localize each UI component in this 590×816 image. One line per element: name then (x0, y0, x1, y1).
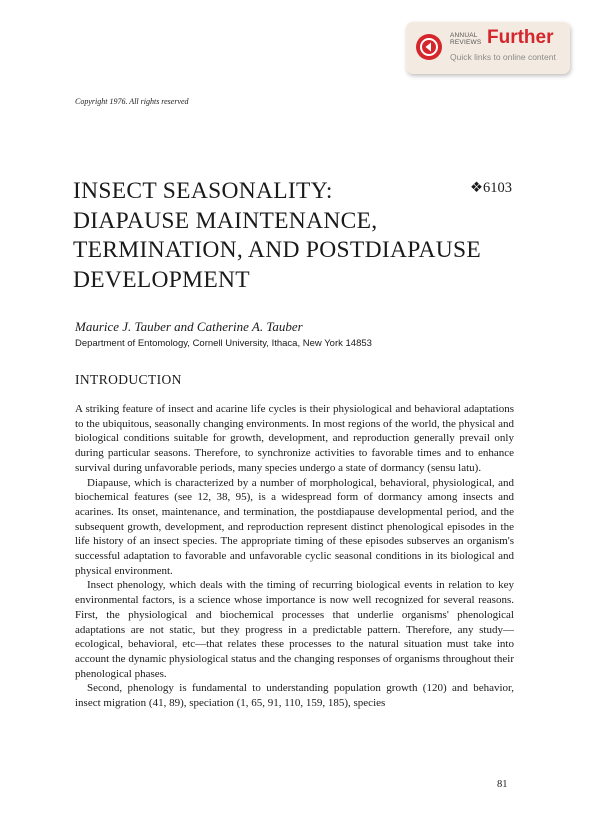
author-names: Maurice J. Tauber and Catherine A. Tauber (75, 319, 303, 334)
play-circle-icon (416, 34, 442, 60)
article-code: ❖6103 (470, 180, 512, 196)
page-number: 81 (497, 779, 508, 790)
paragraph: Second, phenology is fundamental to understanding population growth (120) and behavior, insect migration (41, 89), speciation (1, 65, 91, 110, 159, 185), species (75, 682, 514, 710)
copyright-notice: Copyright 1976. All rights reserved (75, 97, 189, 106)
article-body (75, 402, 514, 711)
title-line: DEVELOPMENT (73, 266, 250, 293)
article-title (73, 177, 513, 295)
title-line: INSECT SEASONALITY: (73, 178, 333, 204)
author-affiliation: Department of Entomology, Cornell University, Ithaca, New York 14853 (75, 338, 372, 349)
annual-reviews-label: ANNUAL REVIEWS (450, 32, 482, 46)
title-line: TERMINATION, AND POSTDIAPAUSE (73, 237, 482, 263)
further-reading-banner[interactable] (406, 22, 570, 74)
paragraph: Insect phenology, which deals with the timing of recurring biological events in relation to key environmental factors, is a science whose importance is now well recognized for several reasons. First, the physiological and biochemical processes that underlie organisms' phenological adaptations are not static, but they progress in a predictable pattern. Therefore, any study—ecological, behavioral, etc—that relates these processes to the natural situation must take into account the dynamic physiological status and the changing responses of organisms throughout their phenological phases. (75, 579, 514, 680)
further-label: Further (487, 27, 554, 48)
banner-subtitle: Quick links to online content (450, 52, 556, 62)
title-line: DIAPAUSE MAINTENANCE, (73, 207, 378, 234)
section-heading: INTRODUCTION (75, 372, 182, 387)
paragraph: A striking feature of insect and acarine life cycles is their physiological and behavioral adaptations to the ubiquitous, seasonally changing environments. In most regions of the world, the physical and biological conditions suitable for growth, development, and reproduction generally prevail only during particular seasons. Therefore, to synchronize activities to favorable times and to enhance survival during unfavorable periods, many species undergo a state of dormancy (sensu latu). (75, 403, 514, 474)
paragraph: Diapause, which is characterized by a number of morphological, behavioral, physiological, and biochemical features (see 12, 38, 95), is a widespread form of dormancy among insects and acarines. Its onset, maintenance, and termination, the postdiapause developmental period, and the subsequent growth, development, and reproduction represent distinct phenological episodes in the life history of an insect species. The appropriate timing of these episodes subserves an organism's successful adaptation to favorable and unfavorable cyclic seasonal conditions in its biological and physical environment. (75, 476, 514, 577)
